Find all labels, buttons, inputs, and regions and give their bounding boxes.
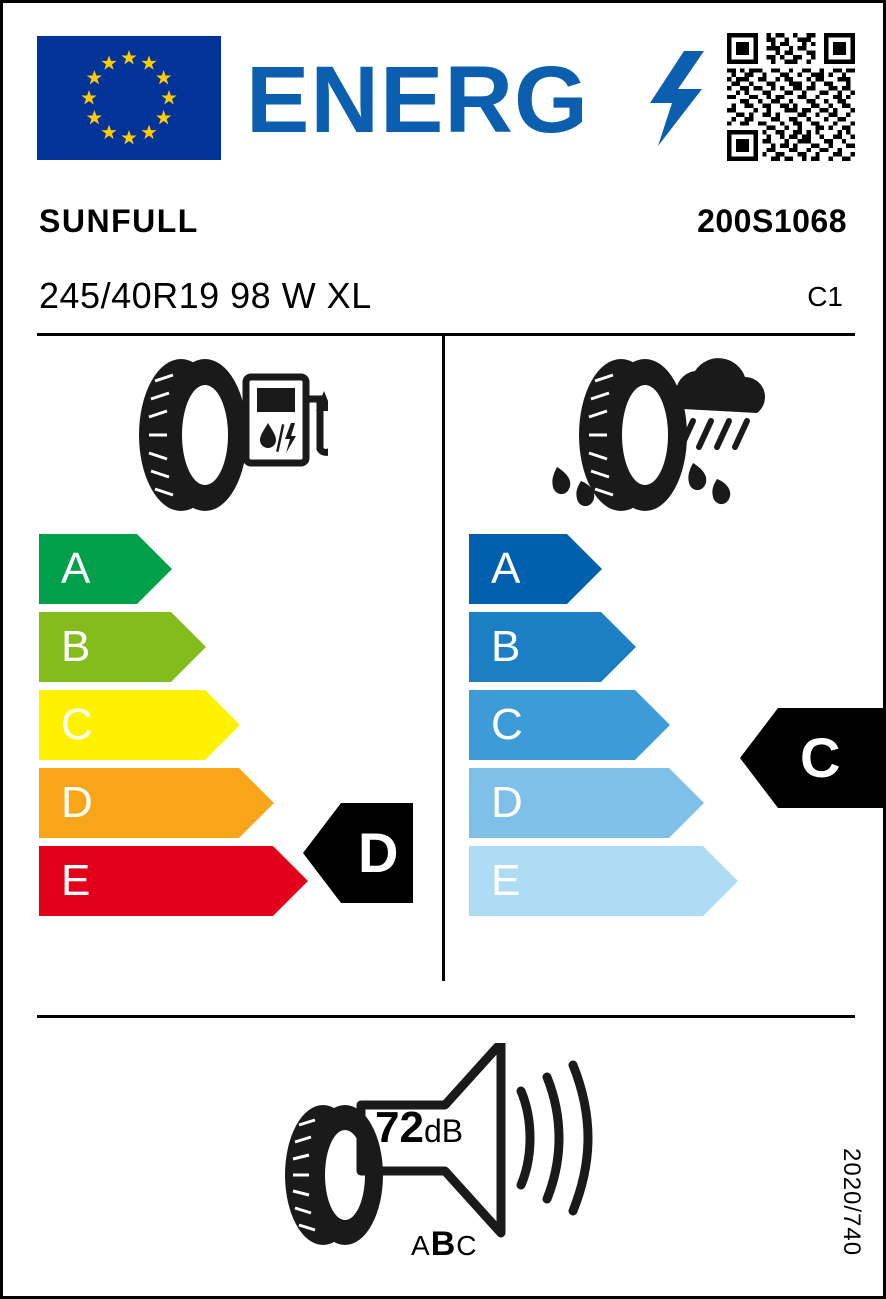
grade-tip (137, 534, 172, 604)
qr-code-icon (727, 33, 855, 161)
label-header (3, 3, 886, 173)
eu-flag-icon (37, 36, 221, 160)
page-title: ENERG (246, 47, 589, 153)
rain-cloud-tyre-icon (533, 355, 783, 515)
grade-letter: D (491, 778, 523, 827)
grade-letter: C (491, 700, 523, 749)
divider-vertical (442, 335, 445, 981)
noise-class-b-selected: B (430, 1225, 457, 1263)
divider-top (37, 333, 855, 336)
noise-class-a: A (411, 1230, 431, 1261)
noise-number: 72 (375, 1103, 424, 1152)
grade-letter: A (61, 544, 91, 593)
fuel-pump-tyre-icon (128, 355, 328, 515)
marker-letter: D (358, 821, 399, 884)
tyre-class: C1 (807, 281, 843, 312)
date-code: 2020/740 (838, 1147, 865, 1256)
grade-tip (171, 612, 206, 682)
model-code: 200S1068 (697, 203, 847, 239)
grade-letter: C (61, 700, 93, 749)
grade-letter: A (491, 544, 521, 593)
noise-class-c: C (456, 1230, 478, 1261)
marker-letter: C (800, 726, 841, 789)
grade-tip (567, 534, 602, 604)
noise-unit: dB (423, 1113, 464, 1149)
grade-tip (601, 612, 636, 682)
marker-arrow (303, 803, 341, 903)
grade-letter: B (61, 622, 91, 671)
grade-letter: D (61, 778, 93, 827)
grade-letter: B (491, 622, 521, 671)
grade-tip (635, 690, 670, 760)
tyre-size: 245/40R19 98 W XL (39, 275, 372, 316)
grade-tip (205, 690, 240, 760)
grade-letter: E (491, 856, 521, 905)
lightning-bolt-icon (646, 51, 706, 146)
eu-flag-stars (37, 36, 221, 160)
noise-value (375, 1103, 463, 1153)
grade-tip (703, 846, 738, 916)
brand-name: SUNFULL (39, 203, 199, 239)
grade-tip (669, 768, 704, 838)
noise-class-scale (411, 1225, 477, 1264)
grade-letter: E (61, 856, 91, 905)
grade-bar (469, 612, 601, 682)
grade-tip (239, 768, 274, 838)
divider-bottom (37, 1015, 855, 1018)
marker-arrow (740, 708, 778, 808)
grade-bar (39, 612, 171, 682)
